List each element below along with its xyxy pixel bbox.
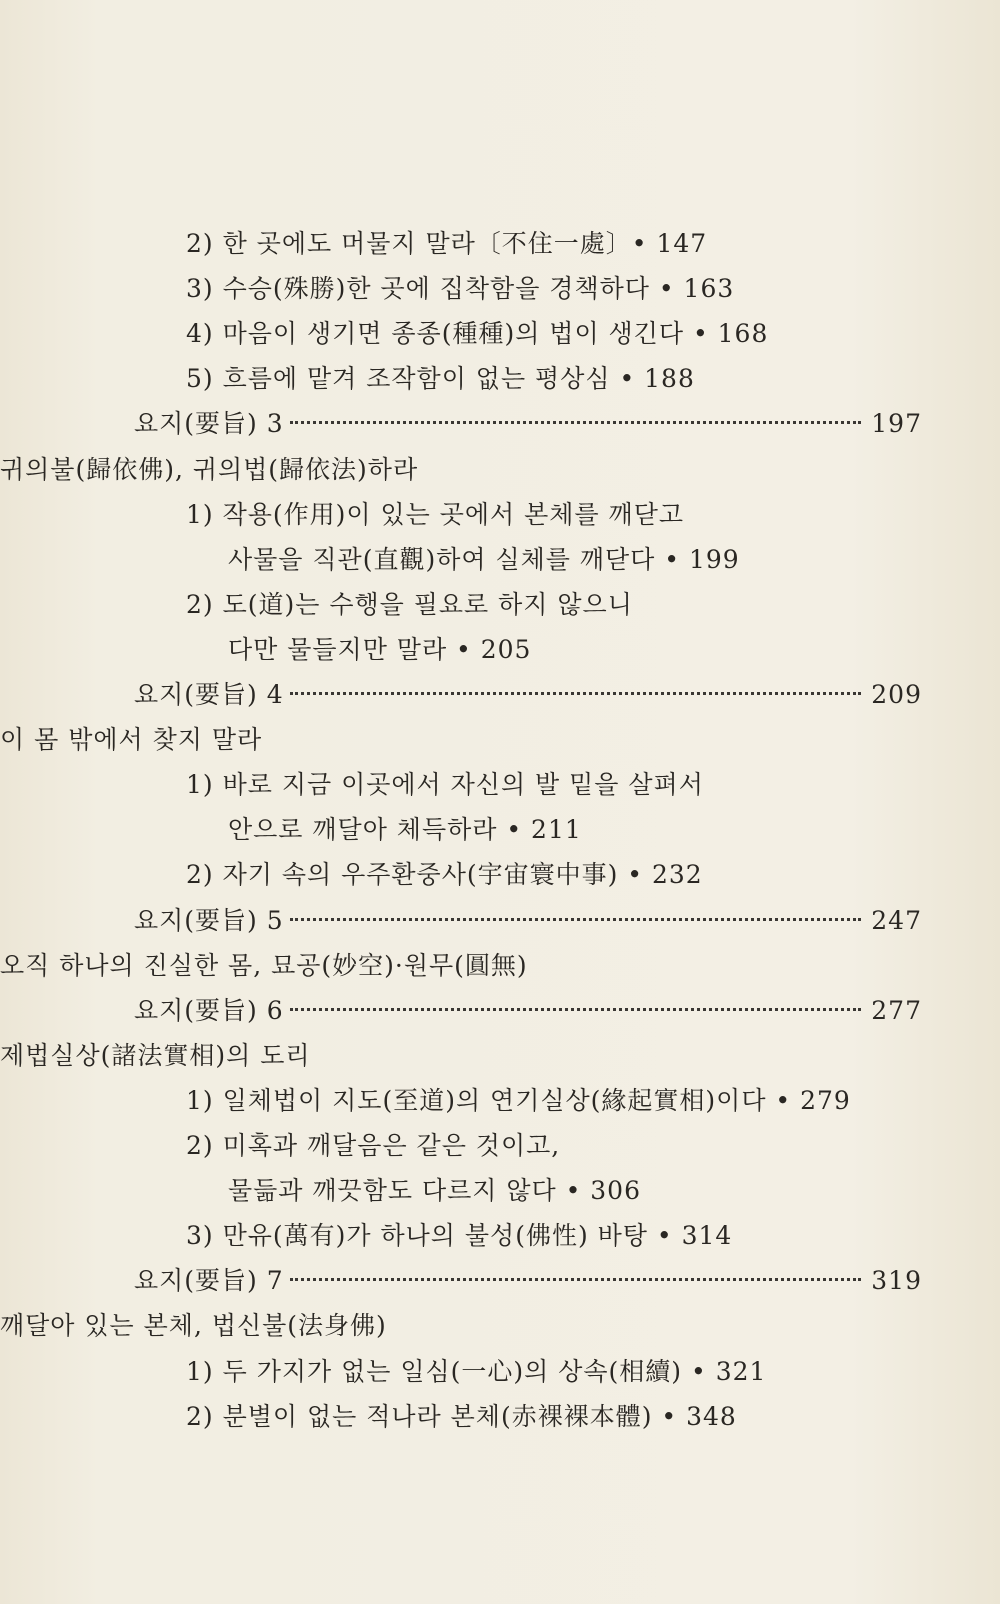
toc-entry: 3) 수승(殊勝)한 곳에 집착함을 경책하다 • 163 [186,274,735,303]
toc-section-row [134,1263,922,1299]
toc-entry-continuation: 다만 물들지만 말라 • 205 [228,635,532,664]
dot-leader [290,918,862,921]
toc-page-number: 247 [871,906,922,935]
toc-entry: 5) 흐름에 맡겨 조작함이 없는 평상심 • 188 [186,364,695,393]
toc-section-title: 귀의불(歸依佛), 귀의법(歸依法)하라 [0,455,419,484]
toc-section-label: 요지(要旨) 5 [134,906,284,935]
toc-page-number: 197 [871,409,922,438]
dot-leader [290,692,862,695]
dot-leader [290,421,862,424]
toc-section-label: 요지(要旨) 7 [134,1266,284,1295]
toc-entry: 1) 작용(作用)이 있는 곳에서 본체를 깨닫고 [186,500,685,529]
toc-entry: 2) 분별이 없는 적나라 본체(赤裸裸本體) • 348 [186,1402,737,1431]
toc-section-title: 이 몸 밖에서 찾지 말라 [0,725,263,754]
toc-entry-continuation: 물듦과 깨끗함도 다르지 않다 • 306 [228,1176,641,1205]
toc-section-label: 요지(要旨) 6 [134,996,284,1025]
toc-section-row [134,903,922,939]
toc-section-title: 오직 하나의 진실한 몸, 묘공(妙空)·원무(圓無) [0,951,528,980]
dot-leader [290,1008,862,1011]
toc-entry: 1) 일체법이 지도(至道)의 연기실상(緣起實相)이다 • 279 [186,1086,851,1115]
dot-leader [290,1278,862,1281]
toc-entry-continuation: 안으로 깨달아 체득하라 • 211 [228,815,582,844]
toc-section-title: 제법실상(諸法實相)의 도리 [0,1041,311,1070]
toc-section-label: 요지(要旨) 4 [134,680,284,709]
toc-entry: 2) 한 곳에도 머물지 말라〔不住一處〕• 147 [186,229,708,258]
toc-section-label: 요지(要旨) 3 [134,409,284,438]
toc-page-number: 209 [871,680,922,709]
toc-entry-continuation: 사물을 직관(直觀)하여 실체를 깨닫다 • 199 [228,545,740,574]
toc-section-row [134,406,922,442]
toc-entry: 3) 만유(萬有)가 하나의 불성(佛性) 바탕 • 314 [186,1221,733,1250]
toc-page-number: 319 [871,1266,922,1295]
toc-section-title: 깨달아 있는 본체, 법신불(法身佛) [0,1311,387,1340]
toc-entry: 2) 도(道)는 수행을 필요로 하지 않으니 [186,590,633,619]
toc-page-number: 277 [871,996,922,1025]
toc-entry: 2) 자기 속의 우주환중사(宇宙寰中事) • 232 [186,860,703,889]
toc-section-row [134,993,922,1029]
toc-entry: 1) 바로 지금 이곳에서 자신의 발 밑을 살펴서 [186,770,704,799]
toc-entry: 4) 마음이 생기면 종종(種種)의 법이 생긴다 • 168 [186,319,769,348]
toc-section-row [134,677,922,713]
toc-entry: 1) 두 가지가 없는 일심(一心)의 상속(相續) • 321 [186,1357,767,1386]
toc-entry: 2) 미혹과 깨달음은 같은 것이고, [186,1131,561,1160]
